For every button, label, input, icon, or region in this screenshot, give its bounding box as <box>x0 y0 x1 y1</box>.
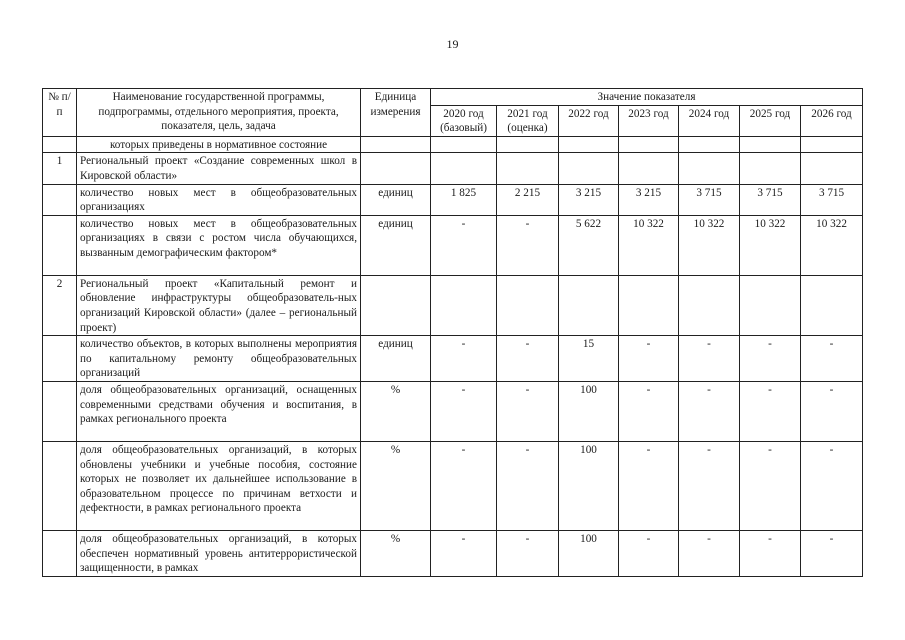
row-value: - <box>801 381 863 441</box>
row-value <box>559 275 619 335</box>
row-value: - <box>801 336 863 382</box>
row-value: - <box>431 381 497 441</box>
row-value: - <box>740 530 801 576</box>
table-row <box>43 215 863 275</box>
row-value: 2 215 <box>497 184 559 215</box>
row-value <box>559 153 619 184</box>
table-row <box>43 336 863 382</box>
table-row <box>43 381 863 441</box>
row-value <box>801 153 863 184</box>
row-value: - <box>619 381 679 441</box>
header-values-group: Значение показателя <box>431 89 863 106</box>
row-num <box>43 336 77 382</box>
row-unit <box>361 153 431 184</box>
row-name: количество новых мест в общеобразовательных организациях в связи с ростом числа обучающихся, вызванным демографическим фактором* <box>77 215 361 275</box>
row-value <box>497 275 559 335</box>
row-num <box>43 441 77 530</box>
row-num <box>43 184 77 215</box>
row-value: - <box>431 336 497 382</box>
indicators-table <box>42 88 863 577</box>
row-value <box>431 153 497 184</box>
row-value: - <box>740 441 801 530</box>
row-value: 100 <box>559 441 619 530</box>
row-name: Региональный проект «Создание современных школ в Кировской области» <box>77 153 361 184</box>
row-value: - <box>497 381 559 441</box>
table-row-carryover <box>43 136 863 153</box>
row-unit: единиц <box>361 184 431 215</box>
row-value: 3 715 <box>801 184 863 215</box>
row-name: количество новых мест в общеобразовательных организациях <box>77 184 361 215</box>
row-value: 3 215 <box>559 184 619 215</box>
row-unit: единиц <box>361 215 431 275</box>
header-unit: Единица измерения <box>361 89 431 137</box>
row-num <box>43 215 77 275</box>
row-value: 1 825 <box>431 184 497 215</box>
row-value: 3 715 <box>740 184 801 215</box>
header-num: № п/п <box>43 89 77 137</box>
row-num: 2 <box>43 275 77 335</box>
carryover-text: которых приведены в нормативное состояние <box>77 136 361 153</box>
header-name-text: Наименование государственной программы, подпрограммы, отдельного мероприятия, проекта, показателя, цель, задача <box>98 91 339 133</box>
page-number: 19 <box>446 37 459 51</box>
row-name: количество объектов, в которых выполнены мероприятия по капитальному ремонту общеобразовательных организаций <box>77 336 361 382</box>
row-value: - <box>801 530 863 576</box>
row-value: 10 322 <box>740 215 801 275</box>
row-value: 100 <box>559 530 619 576</box>
row-num <box>43 530 77 576</box>
row-unit <box>361 275 431 335</box>
header-name <box>77 89 361 137</box>
row-value: - <box>679 336 740 382</box>
table-row <box>43 530 863 576</box>
row-unit: единиц <box>361 336 431 382</box>
row-value: - <box>431 441 497 530</box>
header-year: 2020 год (базовый) <box>431 105 497 136</box>
header-year: 2023 год <box>619 105 679 136</box>
row-value: - <box>740 381 801 441</box>
table-row <box>43 184 863 215</box>
row-value <box>431 275 497 335</box>
table-row <box>43 441 863 530</box>
row-value: - <box>679 381 740 441</box>
row-value: - <box>619 336 679 382</box>
row-value <box>619 153 679 184</box>
row-value <box>740 275 801 335</box>
row-value: - <box>431 215 497 275</box>
row-name: доля общеобразовательных организаций, в которых обеспечен нормативный уровень антитеррористической защищенности, в рамках <box>77 530 361 576</box>
row-value: 3 215 <box>619 184 679 215</box>
row-value: 100 <box>559 381 619 441</box>
row-value: - <box>497 336 559 382</box>
row-unit: % <box>361 441 431 530</box>
row-value: 10 322 <box>679 215 740 275</box>
row-value: - <box>619 530 679 576</box>
row-value: - <box>497 441 559 530</box>
row-value: - <box>431 530 497 576</box>
row-value: 5 622 <box>559 215 619 275</box>
table-row <box>43 153 863 184</box>
row-value: - <box>619 441 679 530</box>
row-value <box>801 275 863 335</box>
row-value <box>497 153 559 184</box>
header-year: 2024 год <box>679 105 740 136</box>
row-unit: % <box>361 381 431 441</box>
row-value: - <box>497 530 559 576</box>
row-value: 15 <box>559 336 619 382</box>
row-name: доля общеобразовательных организаций, оснащенных современными средствами обучения и воспитания, в рамках регионального проекта <box>77 381 361 441</box>
row-value: - <box>497 215 559 275</box>
row-value <box>619 275 679 335</box>
row-value <box>740 153 801 184</box>
row-value <box>679 275 740 335</box>
row-value: - <box>801 441 863 530</box>
table-row <box>43 275 863 335</box>
header-year: 2025 год <box>740 105 801 136</box>
row-value: - <box>679 530 740 576</box>
header-year: 2026 год <box>801 105 863 136</box>
row-num <box>43 381 77 441</box>
row-num: 1 <box>43 153 77 184</box>
row-value: 10 322 <box>801 215 863 275</box>
row-value: - <box>679 441 740 530</box>
row-value: 10 322 <box>619 215 679 275</box>
header-year: 2022 год <box>559 105 619 136</box>
row-name: Региональный проект «Капитальный ремонт и обновление инфраструктуры общеобразователь-ных организаций Кировской области» (далее – региональный проект) <box>77 275 361 335</box>
row-value: 3 715 <box>679 184 740 215</box>
header-year: 2021 год (оценка) <box>497 105 559 136</box>
row-unit: % <box>361 530 431 576</box>
row-value <box>679 153 740 184</box>
row-value: - <box>740 336 801 382</box>
row-name: доля общеобразовательных организаций, в которых обновлены учебники и учебные пособия, состояние которых не позволяет их дальнейшее использование в образовательном процессе по причинам ветхости и дефектности, в рамках регионального проекта <box>77 441 361 530</box>
